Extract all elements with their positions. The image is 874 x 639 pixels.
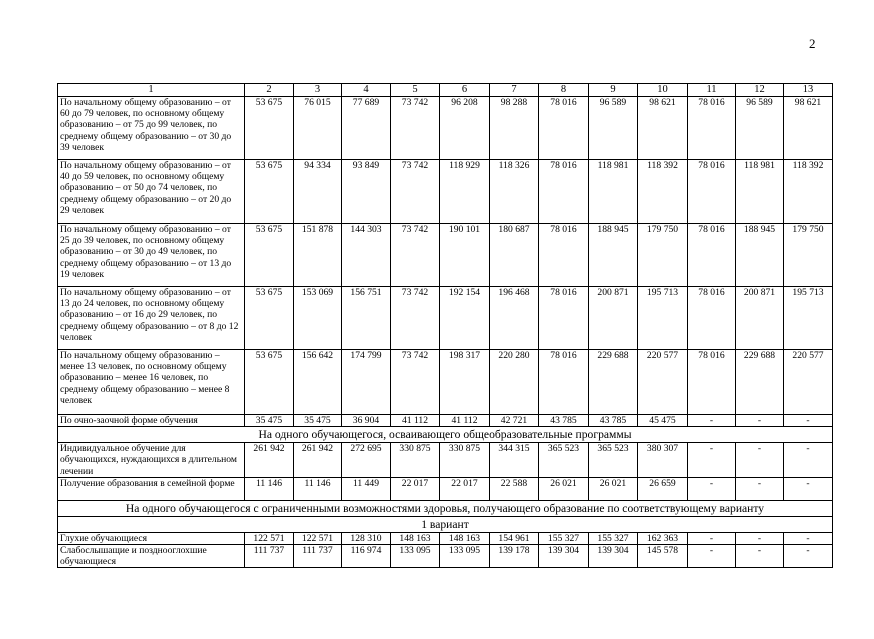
column-header: 1 [58,84,245,97]
value-cell: 195 713 [638,287,688,350]
value-cell: 98 621 [784,97,833,160]
value-cell: 11 449 [342,477,391,500]
table-row [58,350,833,415]
value-cell: 220 577 [638,350,688,415]
value-cell: 53 675 [245,287,294,350]
value-cell: 139 304 [589,545,638,568]
value-cell: 78 016 [539,97,589,160]
row-label: Получение образования в семейной форме [58,477,245,500]
value-cell: 22 017 [391,477,440,500]
value-cell: 198 317 [440,350,490,415]
column-header: 10 [638,84,688,97]
value-cell: 43 785 [589,415,638,427]
value-cell: 35 475 [294,415,342,427]
value-cell: - [688,443,736,478]
value-cell: - [688,545,736,568]
value-cell: 73 742 [391,97,440,160]
table-row [58,545,833,568]
value-cell: 344 315 [490,443,539,478]
row-label: По начальному общему образованию – от 60 до 79 человек, по основному общему образованию – от 75 до 99 человек, по среднему общему образованию – от 30 до 39 человек [58,97,245,160]
value-cell: 78 016 [688,287,736,350]
value-cell: 261 942 [245,443,294,478]
value-cell: 22 588 [490,477,539,500]
column-header: 11 [688,84,736,97]
value-cell: 122 571 [245,532,294,544]
table-row [58,224,833,287]
row-label: По начальному общему образованию – от 25 до 39 человек, по основному общему образованию – от 30 до 49 человек, по среднему общему образованию – от 13 до 19 человек [58,224,245,287]
value-cell: - [688,477,736,500]
value-cell: - [784,532,833,544]
column-header: 6 [440,84,490,97]
table-row [58,97,833,160]
value-cell: 229 688 [736,350,784,415]
value-cell: 200 871 [736,287,784,350]
value-cell: 148 163 [440,532,490,544]
value-cell: 154 961 [490,532,539,544]
value-cell: 118 326 [490,160,539,224]
value-cell: 53 675 [245,350,294,415]
value-cell: 179 750 [638,224,688,287]
table-row [58,443,833,478]
value-cell: 220 577 [784,350,833,415]
value-cell: 45 475 [638,415,688,427]
value-cell: 190 101 [440,224,490,287]
section-disabilities [58,500,833,516]
section-variant-title: 1 вариант [58,516,833,532]
section-variant [58,516,833,532]
column-header: 4 [342,84,391,97]
value-cell: 53 675 [245,224,294,287]
value-cell: 43 785 [539,415,589,427]
value-cell: 148 163 [391,532,440,544]
value-cell: 156 751 [342,287,391,350]
table-row [58,160,833,224]
funding-table [57,83,833,568]
value-cell: 78 016 [539,224,589,287]
value-cell: 111 737 [294,545,342,568]
column-header: 13 [784,84,833,97]
value-cell: 78 016 [539,350,589,415]
row-label: По очно-заочной форме обучения [58,415,245,427]
row-label: По начальному общему образованию – от 13 до 24 человек, по основному общему образованию – от 16 до 29 человек, по среднему общему образованию – от 8 до 12 человек [58,287,245,350]
value-cell: 53 675 [245,97,294,160]
value-cell: 73 742 [391,160,440,224]
value-cell: - [784,545,833,568]
value-cell: 162 363 [638,532,688,544]
column-header: 9 [589,84,638,97]
value-cell: 155 327 [539,532,589,544]
column-header-row [58,84,833,97]
value-cell: 200 871 [589,287,638,350]
value-cell: 365 523 [589,443,638,478]
value-cell: 78 016 [688,160,736,224]
value-cell: 188 945 [589,224,638,287]
value-cell: 76 015 [294,97,342,160]
page-number: 2 [809,36,816,51]
section-general-education-title: На одного обучающегося, осваивающего общеобразовательные программы [58,427,833,443]
value-cell: 155 327 [589,532,638,544]
value-cell: 11 146 [245,477,294,500]
value-cell: 96 589 [736,97,784,160]
value-cell: - [688,415,736,427]
value-cell: - [736,415,784,427]
value-cell: 133 095 [440,545,490,568]
value-cell: 96 589 [589,97,638,160]
value-cell: 77 689 [342,97,391,160]
value-cell: 73 742 [391,350,440,415]
value-cell: 180 687 [490,224,539,287]
value-cell: - [784,415,833,427]
value-cell: 118 981 [589,160,638,224]
value-cell: 36 904 [342,415,391,427]
value-cell: 139 304 [539,545,589,568]
value-cell: 94 334 [294,160,342,224]
column-header: 7 [490,84,539,97]
value-cell: 220 280 [490,350,539,415]
column-header: 3 [294,84,342,97]
value-cell: 73 742 [391,224,440,287]
value-cell: 139 178 [490,545,539,568]
row-label: Глухие обучающиеся [58,532,245,544]
value-cell: 96 208 [440,97,490,160]
value-cell: 26 021 [539,477,589,500]
column-header: 2 [245,84,294,97]
value-cell: 42 721 [490,415,539,427]
row-label: По начальному общему образованию – от 40 до 59 человек, по основному общему образованию – от 50 до 74 человек, по среднему общему образованию – от 20 до 29 человек [58,160,245,224]
value-cell: 78 016 [688,350,736,415]
section-disabilities-title: На одного обучающегося с ограниченными возможностями здоровья, получающего образование по соответствующему варианту [58,500,833,516]
table-row [58,287,833,350]
value-cell: 365 523 [539,443,589,478]
row-label: Слабослышащие и позднооглохшие обучающиеся [58,545,245,568]
value-cell: - [784,477,833,500]
value-cell: - [736,443,784,478]
value-cell: 151 878 [294,224,342,287]
value-cell: 22 017 [440,477,490,500]
value-cell: 133 095 [391,545,440,568]
value-cell: - [736,477,784,500]
value-cell: 144 303 [342,224,391,287]
value-cell: 174 799 [342,350,391,415]
value-cell: 73 742 [391,287,440,350]
value-cell: 118 392 [638,160,688,224]
value-cell: 145 578 [638,545,688,568]
value-cell: 98 288 [490,97,539,160]
value-cell: 118 392 [784,160,833,224]
value-cell: 98 621 [638,97,688,160]
value-cell: 35 475 [245,415,294,427]
value-cell: 116 974 [342,545,391,568]
value-cell: 122 571 [294,532,342,544]
value-cell: 380 307 [638,443,688,478]
section-general-education [58,427,833,443]
table-row [58,477,833,500]
value-cell: - [784,443,833,478]
table-row [58,415,833,427]
value-cell: 330 875 [440,443,490,478]
value-cell: 11 146 [294,477,342,500]
value-cell: 53 675 [245,160,294,224]
value-cell: 111 737 [245,545,294,568]
value-cell: 118 981 [736,160,784,224]
row-label: По начальному общему образованию – менее 13 человек, по основному общему образованию – менее 16 человек, по среднему общему образованию – менее 8 человек [58,350,245,415]
value-cell: - [736,532,784,544]
value-cell: 179 750 [784,224,833,287]
value-cell: 188 945 [736,224,784,287]
row-label: Индивидуальное обучение для обучающихся, нуждающихся в длительном лечении [58,443,245,478]
value-cell: - [736,545,784,568]
value-cell: 156 642 [294,350,342,415]
value-cell: 261 942 [294,443,342,478]
value-cell: 93 849 [342,160,391,224]
value-cell: 41 112 [440,415,490,427]
value-cell: 41 112 [391,415,440,427]
column-header: 5 [391,84,440,97]
value-cell: 26 021 [589,477,638,500]
value-cell: 229 688 [589,350,638,415]
value-cell: 118 929 [440,160,490,224]
column-header: 8 [539,84,589,97]
value-cell: 272 695 [342,443,391,478]
table-row [58,532,833,544]
value-cell: 128 310 [342,532,391,544]
value-cell: 196 468 [490,287,539,350]
value-cell: - [688,532,736,544]
column-header: 12 [736,84,784,97]
value-cell: 153 069 [294,287,342,350]
value-cell: 78 016 [539,287,589,350]
value-cell: 78 016 [688,224,736,287]
value-cell: 195 713 [784,287,833,350]
value-cell: 330 875 [391,443,440,478]
value-cell: 192 154 [440,287,490,350]
value-cell: 78 016 [688,97,736,160]
value-cell: 26 659 [638,477,688,500]
value-cell: 78 016 [539,160,589,224]
